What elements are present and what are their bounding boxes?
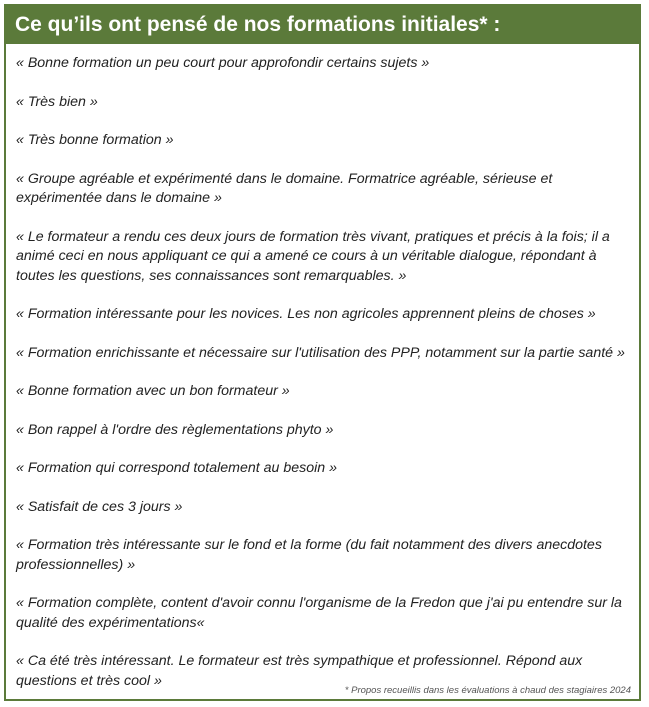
quote-item-4: « Groupe agréable et expérimenté dans le domaine. Formatrice agréable, sérieuse et expérimentée dans le domaine » <box>16 170 553 206</box>
footnote: * Propos recueillis dans les évaluations à chaud des stagiaires 2024 <box>344 685 631 696</box>
panel-header <box>6 6 639 44</box>
quote-item-2: « Très bien » <box>16 93 98 110</box>
panel-title: Ce qu’ils ont pensé de nos formations initiales* : <box>15 13 501 36</box>
testimonials-panel <box>4 4 641 701</box>
quote-item-1: « Bonne formation un peu court pour approfondir certains sujets » <box>16 55 430 71</box>
quote-item-3: « Très bonne formation » <box>16 132 174 148</box>
quote-item-10: « Formation qui correspond totalement au besoin » <box>16 460 337 476</box>
quote-list <box>16 44 630 691</box>
quote-item-5: « Le formateur a rendu ces deux jours de formation très vivant, pratiques et précis à la fois; il a animé ceci en nous appliquant ce qui a amené ce cours à un véritable dialogue, répondant à toutes les questions, ses connaissances sont remarquables. » <box>16 228 610 284</box>
quote-item-12: « Formation très intéressante sur le fond et la forme (du fait notamment des divers anecdotes professionnelles) » <box>16 537 602 573</box>
quote-item-13: « Formation complète, content d'avoir connu l'organisme de la Fredon que j'ai pu entendre sur la qualité des expérimentations« <box>16 595 622 631</box>
quote-item-14: « Ca été très intéressant. Le formateur est très sympathique et professionnel. Répond aux questions et très cool » <box>16 653 583 689</box>
quote-item-7: « Formation enrichissante et nécessaire sur l'utilisation des PPP, notamment sur la partie santé » <box>16 344 625 361</box>
quote-item-11: « Satisfait de ces 3 jours » <box>16 498 183 515</box>
quote-item-9: « Bon rappel à l'ordre des règlementations phyto » <box>16 421 334 438</box>
quote-item-6: « Formation intéressante pour les novices. Les non agricoles apprennent pleins de choses » <box>16 306 596 322</box>
quote-item-8: « Bonne formation avec un bon formateur » <box>16 383 290 399</box>
